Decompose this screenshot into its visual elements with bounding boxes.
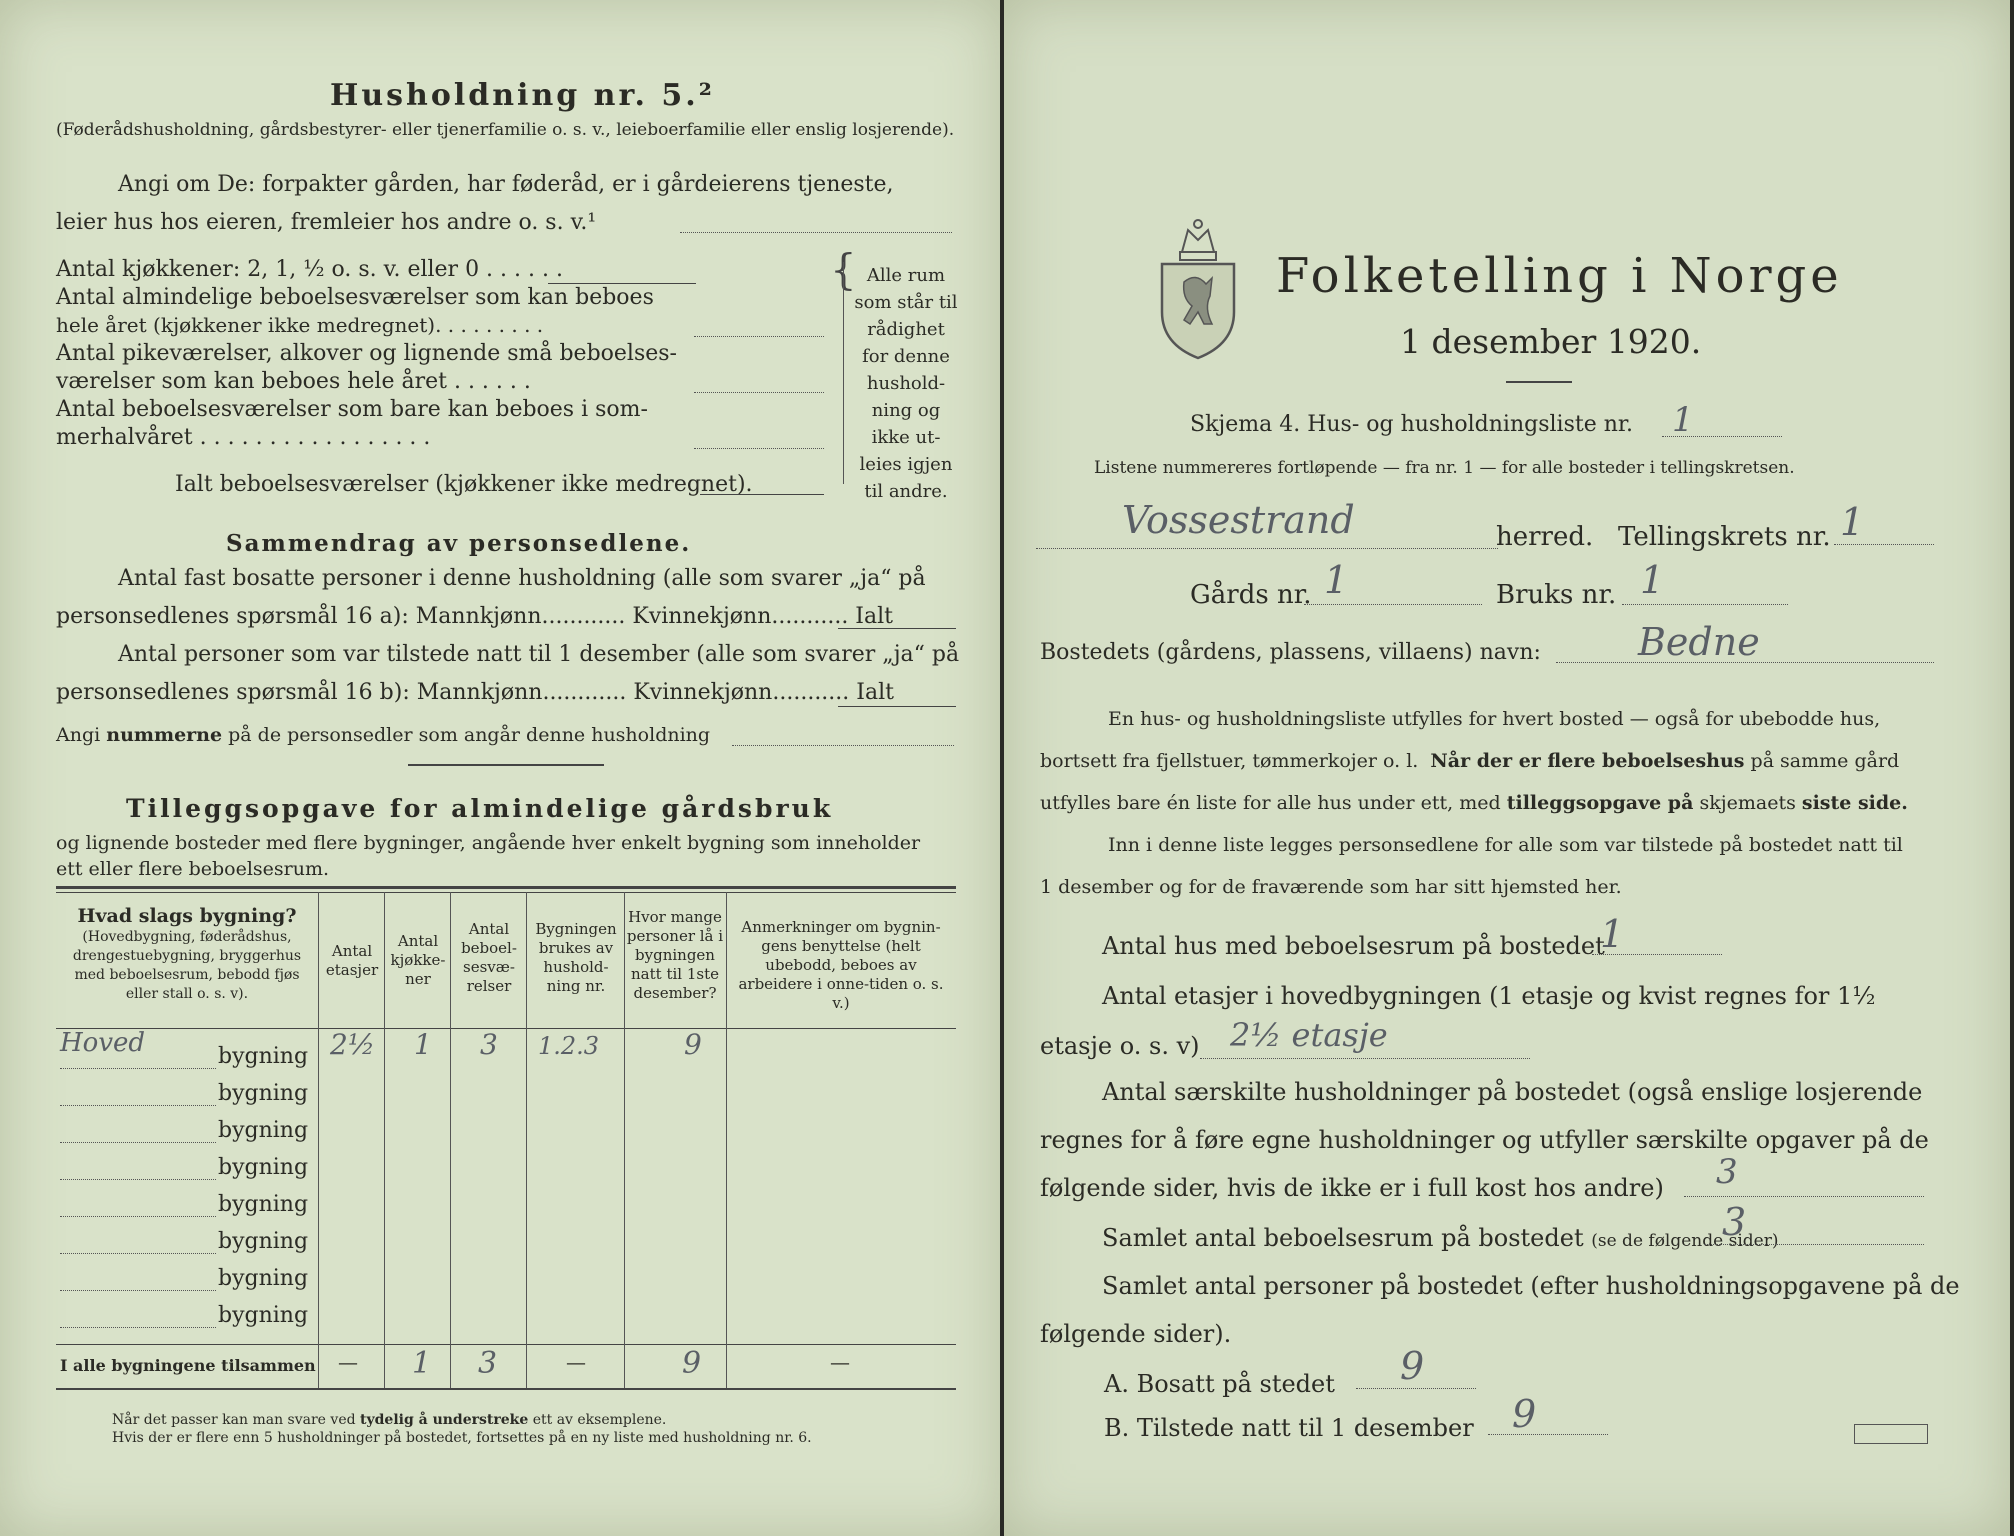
footnote-2: Hvis der er flere enn 5 husholdninger på bostedet, fortsettes på en ny liste med husholdning nr. 6. (112, 1430, 812, 1446)
rooms-total-label: Ialt beboelsesværelser (kjøkkener ikke medregnet). (175, 472, 753, 497)
resident-line (1356, 1388, 1476, 1389)
row-name-line[interactable] (60, 1179, 216, 1180)
floors-value[interactable]: 2½ etasje (1230, 1016, 1388, 1054)
header-kitchens: Antal kjøkke-ner (390, 932, 446, 988)
side-note-rule (843, 262, 844, 484)
header-remarks: Anmerkninger om bygnin-gens benyttelse (helt ubebodd, beboes av arbeidere i onne-tiden o. s. v.) (738, 918, 944, 1012)
krets-label: Tellingskrets nr. (1618, 522, 1831, 552)
row-building-label: bygning (218, 1266, 309, 1291)
houses-label: Antal hus med beboelsesrum på bostedet (1102, 932, 1605, 960)
floors-line2: etasje o. s. v) (1040, 1032, 1200, 1060)
present-label: B. Tilstede natt til 1 desember (1104, 1414, 1474, 1442)
floors-line1: Antal etasjer i hovedbygningen (1 etasje og kvist regnes for 1½ (1102, 982, 1876, 1010)
table-top-rule (56, 886, 956, 889)
summary-total-2[interactable] (838, 706, 956, 707)
schema-label: Skjema 4. Hus- og husholdningsliste nr. (1190, 412, 1633, 437)
herred-label: herred. (1496, 522, 1594, 552)
col-rule-1 (318, 892, 319, 1388)
row-building-name[interactable]: Hoved (60, 1028, 146, 1058)
schema-value[interactable]: 1 (1672, 400, 1694, 440)
houses-value[interactable]: 1 (1600, 912, 1625, 956)
table-bottom-rule (56, 1388, 956, 1390)
intro-line-2: leier hus hos eieren, fremleier hos andre o. s. v.¹ (56, 210, 597, 235)
households-answer-line (1684, 1196, 1924, 1197)
para2-line1: Inn i denne liste legges personsedlene for alle som var tilstede på bostedet natt til (1108, 834, 1903, 856)
row-building-label: bygning (218, 1155, 309, 1180)
total-household: — (566, 1350, 586, 1374)
small-rooms-label: Antal pikeværelser, alkover og lignende små beboelses- (56, 341, 677, 366)
printer-mark-icon (1854, 1424, 1928, 1444)
total-persons-line1: Samlet antal personer på bostedet (efter husholdningsopgavene på de (1102, 1272, 1960, 1300)
para1-line3: utfylles bare én liste for alle hus under ett, med tilleggsopgave på skjemaets siste side. (1040, 792, 1908, 814)
row-floors[interactable]: 2½ (330, 1028, 375, 1061)
intro-answer-line[interactable] (680, 232, 952, 233)
bosted-label: Bostedets (gårdens, plassens, villaens) navn: (1040, 640, 1541, 665)
header-building-type: Hvad slags bygning? (Hovedbygning, føderådshus, drengestuebygning, bryggerhus med beboelsesrum, bebodd fjøs eller stall o. s. v). (72, 905, 302, 1002)
rooms-regular-label: Antal almindelige beboelsesværelser som kan beboes (56, 285, 654, 310)
supplement-text-2: ett eller flere beboelsesrum. (56, 858, 330, 880)
present-line (1488, 1434, 1608, 1435)
total-kitchens[interactable]: 1 (412, 1346, 432, 1381)
census-title: Folketelling i Norge (1276, 248, 1843, 304)
summer-rooms-label-2: merhalvåret . . . . . . . . . . . . . . . . . (56, 425, 431, 450)
total-label: I alle bygningene tilsammen (60, 1356, 316, 1375)
row-kitchens[interactable]: 1 (414, 1028, 432, 1061)
krets-value[interactable]: 1 (1840, 500, 1865, 544)
numbers-line: Angi nummerne på de personsedler som angår denne husholdning (56, 724, 711, 746)
total-rooms[interactable]: 3 (478, 1346, 498, 1381)
section-divider (408, 764, 604, 766)
total-persons-line2: følgende sider). (1040, 1320, 1232, 1348)
table-header-rule (56, 1028, 956, 1029)
row-persons[interactable]: 9 (684, 1028, 702, 1061)
supplement-text-1: og lignende bosteder med flere bygninger, angående hver enkelt bygning som inneholder (56, 832, 921, 854)
table-top-rule-2 (56, 892, 956, 893)
numbering-note: Listene nummereres fortløpende — fra nr. 1 — for alle bosteder i tellingskretsen. (1094, 458, 1795, 478)
bosted-value[interactable]: Bedne (1638, 620, 1760, 664)
left-page (0, 0, 1000, 1536)
bruks-label: Bruks nr. (1496, 580, 1617, 610)
total-floors: — (338, 1350, 358, 1374)
summer-rooms-label: Antal beboelsesværelser som bare kan beboes i som- (56, 397, 648, 422)
supplement-title: Tilleggsopgave for almindelige gårdsbruk (126, 794, 834, 823)
household-title: Husholdning nr. 5.² (330, 78, 715, 113)
gards-label: Gårds nr. (1190, 580, 1312, 610)
resident-value[interactable]: 9 (1400, 1344, 1425, 1388)
total-rooms-line (1704, 1244, 1924, 1245)
present-value[interactable]: 9 (1512, 1392, 1537, 1436)
small-rooms-answer[interactable] (694, 392, 824, 393)
summer-rooms-answer[interactable] (694, 448, 824, 449)
floors-answer-line (1200, 1058, 1530, 1059)
households-line2: regnes for å føre egne husholdninger og utfyller særskilte opgaver på de (1040, 1126, 1929, 1154)
row-building-label: bygning (218, 1303, 309, 1328)
households-line3: følgende sider, hvis de ikke er i full kost hos andre) (1040, 1174, 1664, 1202)
brace-icon: { (830, 245, 857, 294)
row-household[interactable]: 1.2.3 (538, 1032, 600, 1060)
census-date: 1 desember 1920. (1400, 322, 1702, 361)
para1-line1: En hus- og husholdningsliste utfylles for hvert bosted — også for ubebodde hus, (1108, 708, 1881, 730)
row-building-label: bygning (218, 1192, 309, 1217)
bruks-value[interactable]: 1 (1640, 558, 1665, 602)
schema-line (1662, 436, 1782, 437)
para1-line2: bortsett fra fjellstuer, tømmerkojer o. l. Når der er flere beboelseshus på samme gård (1040, 750, 1900, 772)
rooms-total-answer[interactable] (700, 494, 824, 495)
summary-line-2: personsedlenes spørsmål 16 a): Mannkjønn............ Kvinnekjønn........... Ialt (56, 604, 893, 629)
col-rule-4 (526, 892, 527, 1388)
total-rooms-label: Samlet antal beboelsesrum på bostedet (se de følgende sider) (1102, 1224, 1779, 1252)
header-persons: Hvor mange personer lå i bygningen natt til 1ste desember? (626, 908, 724, 1002)
row-name-line[interactable] (60, 1142, 216, 1143)
title-divider (1506, 381, 1572, 383)
summary-title: Sammendrag av personsedlene. (226, 530, 692, 557)
total-rooms-value[interactable]: 3 (1722, 1200, 1747, 1244)
numbers-answer-line[interactable] (732, 745, 954, 746)
row-building-label: bygning (218, 1044, 309, 1069)
houses-line (1592, 954, 1722, 955)
row-name-line[interactable] (60, 1105, 216, 1106)
rooms-regular-answer[interactable] (694, 336, 824, 337)
total-persons[interactable]: 9 (682, 1346, 702, 1381)
row-name-line[interactable] (60, 1290, 216, 1291)
row-rooms[interactable]: 3 (480, 1028, 498, 1061)
herred-value[interactable]: Vossestrand (1122, 498, 1355, 542)
summary-line-4: personsedlenes spørsmål 16 b): Mannkjønn............ Kvinnekjønn........... Ialt (56, 680, 894, 705)
rooms-regular-label-2: hele året (kjøkkener ikke medregnet). . . . . . . . . (56, 313, 544, 337)
summary-line-3: Antal personer som var tilstede natt til 1 desember (alle som svarer „ja“ på (118, 642, 960, 667)
row-name-line[interactable] (60, 1327, 216, 1328)
row-building-label: bygning (218, 1229, 309, 1254)
table-total-rule (56, 1344, 956, 1345)
kitchens-answer-line (548, 283, 696, 284)
row-building-label: bygning (218, 1118, 309, 1143)
coat-of-arms-icon (1156, 212, 1240, 362)
row-building-label: bygning (218, 1081, 309, 1106)
bosted-line (1556, 662, 1934, 663)
row-name-line (60, 1068, 216, 1069)
header-rooms: Antal beboel-sesvæ-relser (461, 920, 517, 995)
summary-total-1[interactable] (838, 628, 956, 629)
gards-value[interactable]: 1 (1324, 558, 1349, 602)
side-note: Alle rum som står til rådighet for denne hushold- ning og ikke ut- leies igjen til andre. (854, 265, 958, 502)
households-line1: Antal særskilte husholdninger på bostedet (også enslige losjerende (1102, 1078, 1923, 1106)
small-rooms-label-2: værelser som kan beboes hele året . . . . . . (56, 369, 531, 394)
summary-line-1: Antal fast bosatte personer i denne husholdning (alle som svarer „ja“ på (118, 566, 926, 591)
herred-line (1036, 548, 1498, 549)
right-page (1004, 0, 2010, 1536)
col-rule-2 (384, 892, 385, 1388)
bruks-line (1622, 604, 1788, 605)
kitchens-label: Antal kjøkkener: 2, 1, ½ o. s. v. eller 0 . . . . . . (56, 257, 563, 282)
col-rule-5 (624, 892, 625, 1388)
intro-line-1: Angi om De: forpakter gården, har føderåd, er i gårdeierens tjeneste, (118, 172, 894, 197)
col-rule-3 (450, 892, 451, 1388)
footnote-1: Når det passer kan man svare ved tydelig å understreke ett av eksemplene. (112, 1412, 667, 1428)
households-value[interactable]: 3 (1716, 1152, 1738, 1192)
krets-line (1834, 544, 1934, 545)
para2-line2: 1 desember og for de fraværende som har sitt hjemsted her. (1040, 876, 1622, 898)
row-name-line[interactable] (60, 1253, 216, 1254)
total-remarks: — (830, 1350, 850, 1374)
household-subtitle: (Føderådshusholdning, gårdsbestyrer- eller tjenerfamilie o. s. v., leieboerfamilie eller enslig losjerende). (56, 120, 955, 140)
col-rule-6 (726, 892, 727, 1388)
header-household: Bygningen brukes av hushold-ning nr. (535, 920, 617, 995)
resident-label: A. Bosatt på stedet (1104, 1370, 1335, 1398)
gards-line (1304, 604, 1482, 605)
header-floors: Antal etasjer (325, 942, 379, 979)
row-name-line[interactable] (60, 1216, 216, 1217)
